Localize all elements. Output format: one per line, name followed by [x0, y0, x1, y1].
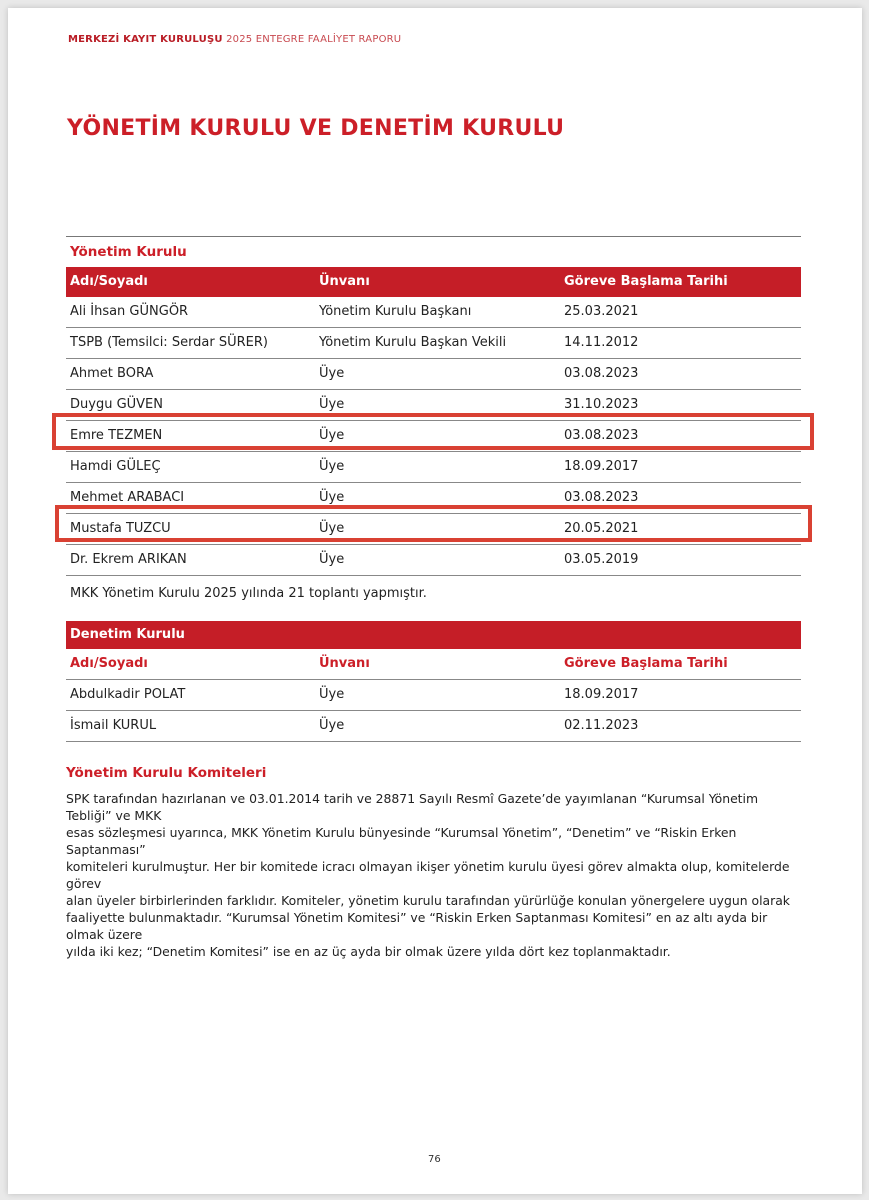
member-start-date: 25.03.2021	[564, 304, 639, 319]
audit-section-title: Denetim Kurulu	[66, 621, 801, 649]
col-date-header: Göreve Başlama Tarihi	[564, 656, 728, 671]
table-row	[66, 680, 801, 711]
member-start-date: 20.05.2021	[564, 521, 639, 536]
member-start-date: 03.08.2023	[564, 428, 639, 443]
paragraph-line: yılda iki kez; “Denetim Komitesi” ise en az üç ayda bir olmak üzere yılda dört kez toplanmaktadır.	[66, 944, 671, 959]
table-row	[66, 545, 801, 576]
member-title: Yönetim Kurulu Başkan Vekili	[319, 335, 507, 350]
member-start-date: 03.08.2023	[564, 490, 639, 505]
paragraph-line: SPK tarafından hazırlanan ve 03.01.2014 tarih ve 28871 Sayılı Resmî Gazete’de yayımlanan “Kurumsal Yönetim Tebliği” ve MKK	[66, 791, 759, 823]
table-row	[66, 452, 801, 483]
member-name: Abdulkadir POLAT	[70, 687, 186, 702]
page-number: 76	[428, 1154, 441, 1165]
member-name: Duygu GÜVEN	[70, 397, 163, 412]
member-title: Üye	[319, 490, 345, 505]
board-meeting-note: MKK Yönetim Kurulu 2025 yılında 21 toplantı yapmıştır.	[70, 586, 427, 601]
member-start-date: 18.09.2017	[564, 687, 639, 702]
member-name: Hamdi GÜLEÇ	[70, 459, 161, 474]
page-title: YÖNETİM KURULU VE DENETİM KURULU	[67, 116, 565, 141]
paragraph-line: faaliyette bulunmaktadır. “Kurumsal Yönetim Komitesi” ve “Riskin Erken Saptanması Komitesi” en az altı ayda bir olmak üzere	[66, 910, 768, 942]
member-name: İsmail KURUL	[70, 718, 157, 733]
member-name: Mustafa TUZCU	[70, 521, 171, 536]
member-name: TSPB (Temsilci: Serdar SÜRER)	[70, 335, 268, 350]
committees-paragraph	[66, 790, 806, 960]
board-header-row	[66, 267, 801, 297]
table-row	[66, 711, 801, 742]
member-title: Üye	[319, 397, 345, 412]
col-date-header: Göreve Başlama Tarihi	[564, 274, 728, 289]
table-row	[66, 328, 801, 359]
member-start-date: 02.11.2023	[564, 718, 639, 733]
member-title: Üye	[319, 366, 345, 381]
member-name: Ali İhsan GÜNGÖR	[70, 304, 189, 319]
member-start-date: 18.09.2017	[564, 459, 639, 474]
table-row	[66, 359, 801, 390]
member-start-date: 03.08.2023	[564, 366, 639, 381]
table-row	[66, 297, 801, 328]
audit-header-row	[66, 649, 801, 680]
paragraph-line: komiteleri kurulmuştur. Her bir komitede icracı olmayan ikişer yönetim kurulu üyesi görev almakta olup, komitelerde görev	[66, 859, 790, 891]
committees-title: Yönetim Kurulu Komiteleri	[66, 765, 267, 781]
col-name-header: Adı/Soyadı	[70, 274, 148, 289]
audit-table	[66, 621, 801, 742]
member-start-date: 03.05.2019	[564, 552, 639, 567]
member-name: Ahmet BORA	[70, 366, 154, 381]
report-page	[8, 8, 862, 1194]
header-org: MERKEZİ KAYIT KURULUŞU	[68, 34, 223, 45]
member-title: Yönetim Kurulu Başkanı	[319, 304, 472, 319]
col-title-header: Ünvanı	[319, 656, 370, 671]
running-header	[68, 34, 401, 45]
member-start-date: 14.11.2012	[564, 335, 639, 350]
paragraph-line: esas sözleşmesi uyarınca, MKK Yönetim Kurulu bünyesinde “Kurumsal Yönetim”, “Denetim” ve “Riskin Erken Saptanması”	[66, 825, 737, 857]
member-title: Üye	[319, 552, 345, 567]
member-name: Emre TEZMEN	[70, 428, 163, 443]
board-section-title: Yönetim Kurulu	[70, 244, 187, 260]
member-title: Üye	[319, 428, 345, 443]
member-start-date: 31.10.2023	[564, 397, 639, 412]
member-title: Üye	[319, 459, 345, 474]
member-name: Dr. Ekrem ARIKAN	[70, 552, 187, 567]
member-name: Mehmet ARABACI	[70, 490, 185, 505]
member-title: Üye	[319, 718, 345, 733]
member-title: Üye	[319, 687, 345, 702]
highlight-box-emre-tezmen	[52, 413, 814, 450]
col-name-header: Adı/Soyadı	[70, 656, 148, 671]
col-title-header: Ünvanı	[319, 274, 370, 289]
highlight-box-mustafa-tuzcu	[55, 505, 812, 542]
paragraph-line: alan üyeler birbirlerinden farklıdır. Komiteler, yönetim kurulu tarafından yürürlüğe konulan yönergelere uygun olarak	[66, 893, 790, 908]
header-report: 2025 ENTEGRE FAALİYET RAPORU	[226, 34, 402, 45]
member-title: Üye	[319, 521, 345, 536]
